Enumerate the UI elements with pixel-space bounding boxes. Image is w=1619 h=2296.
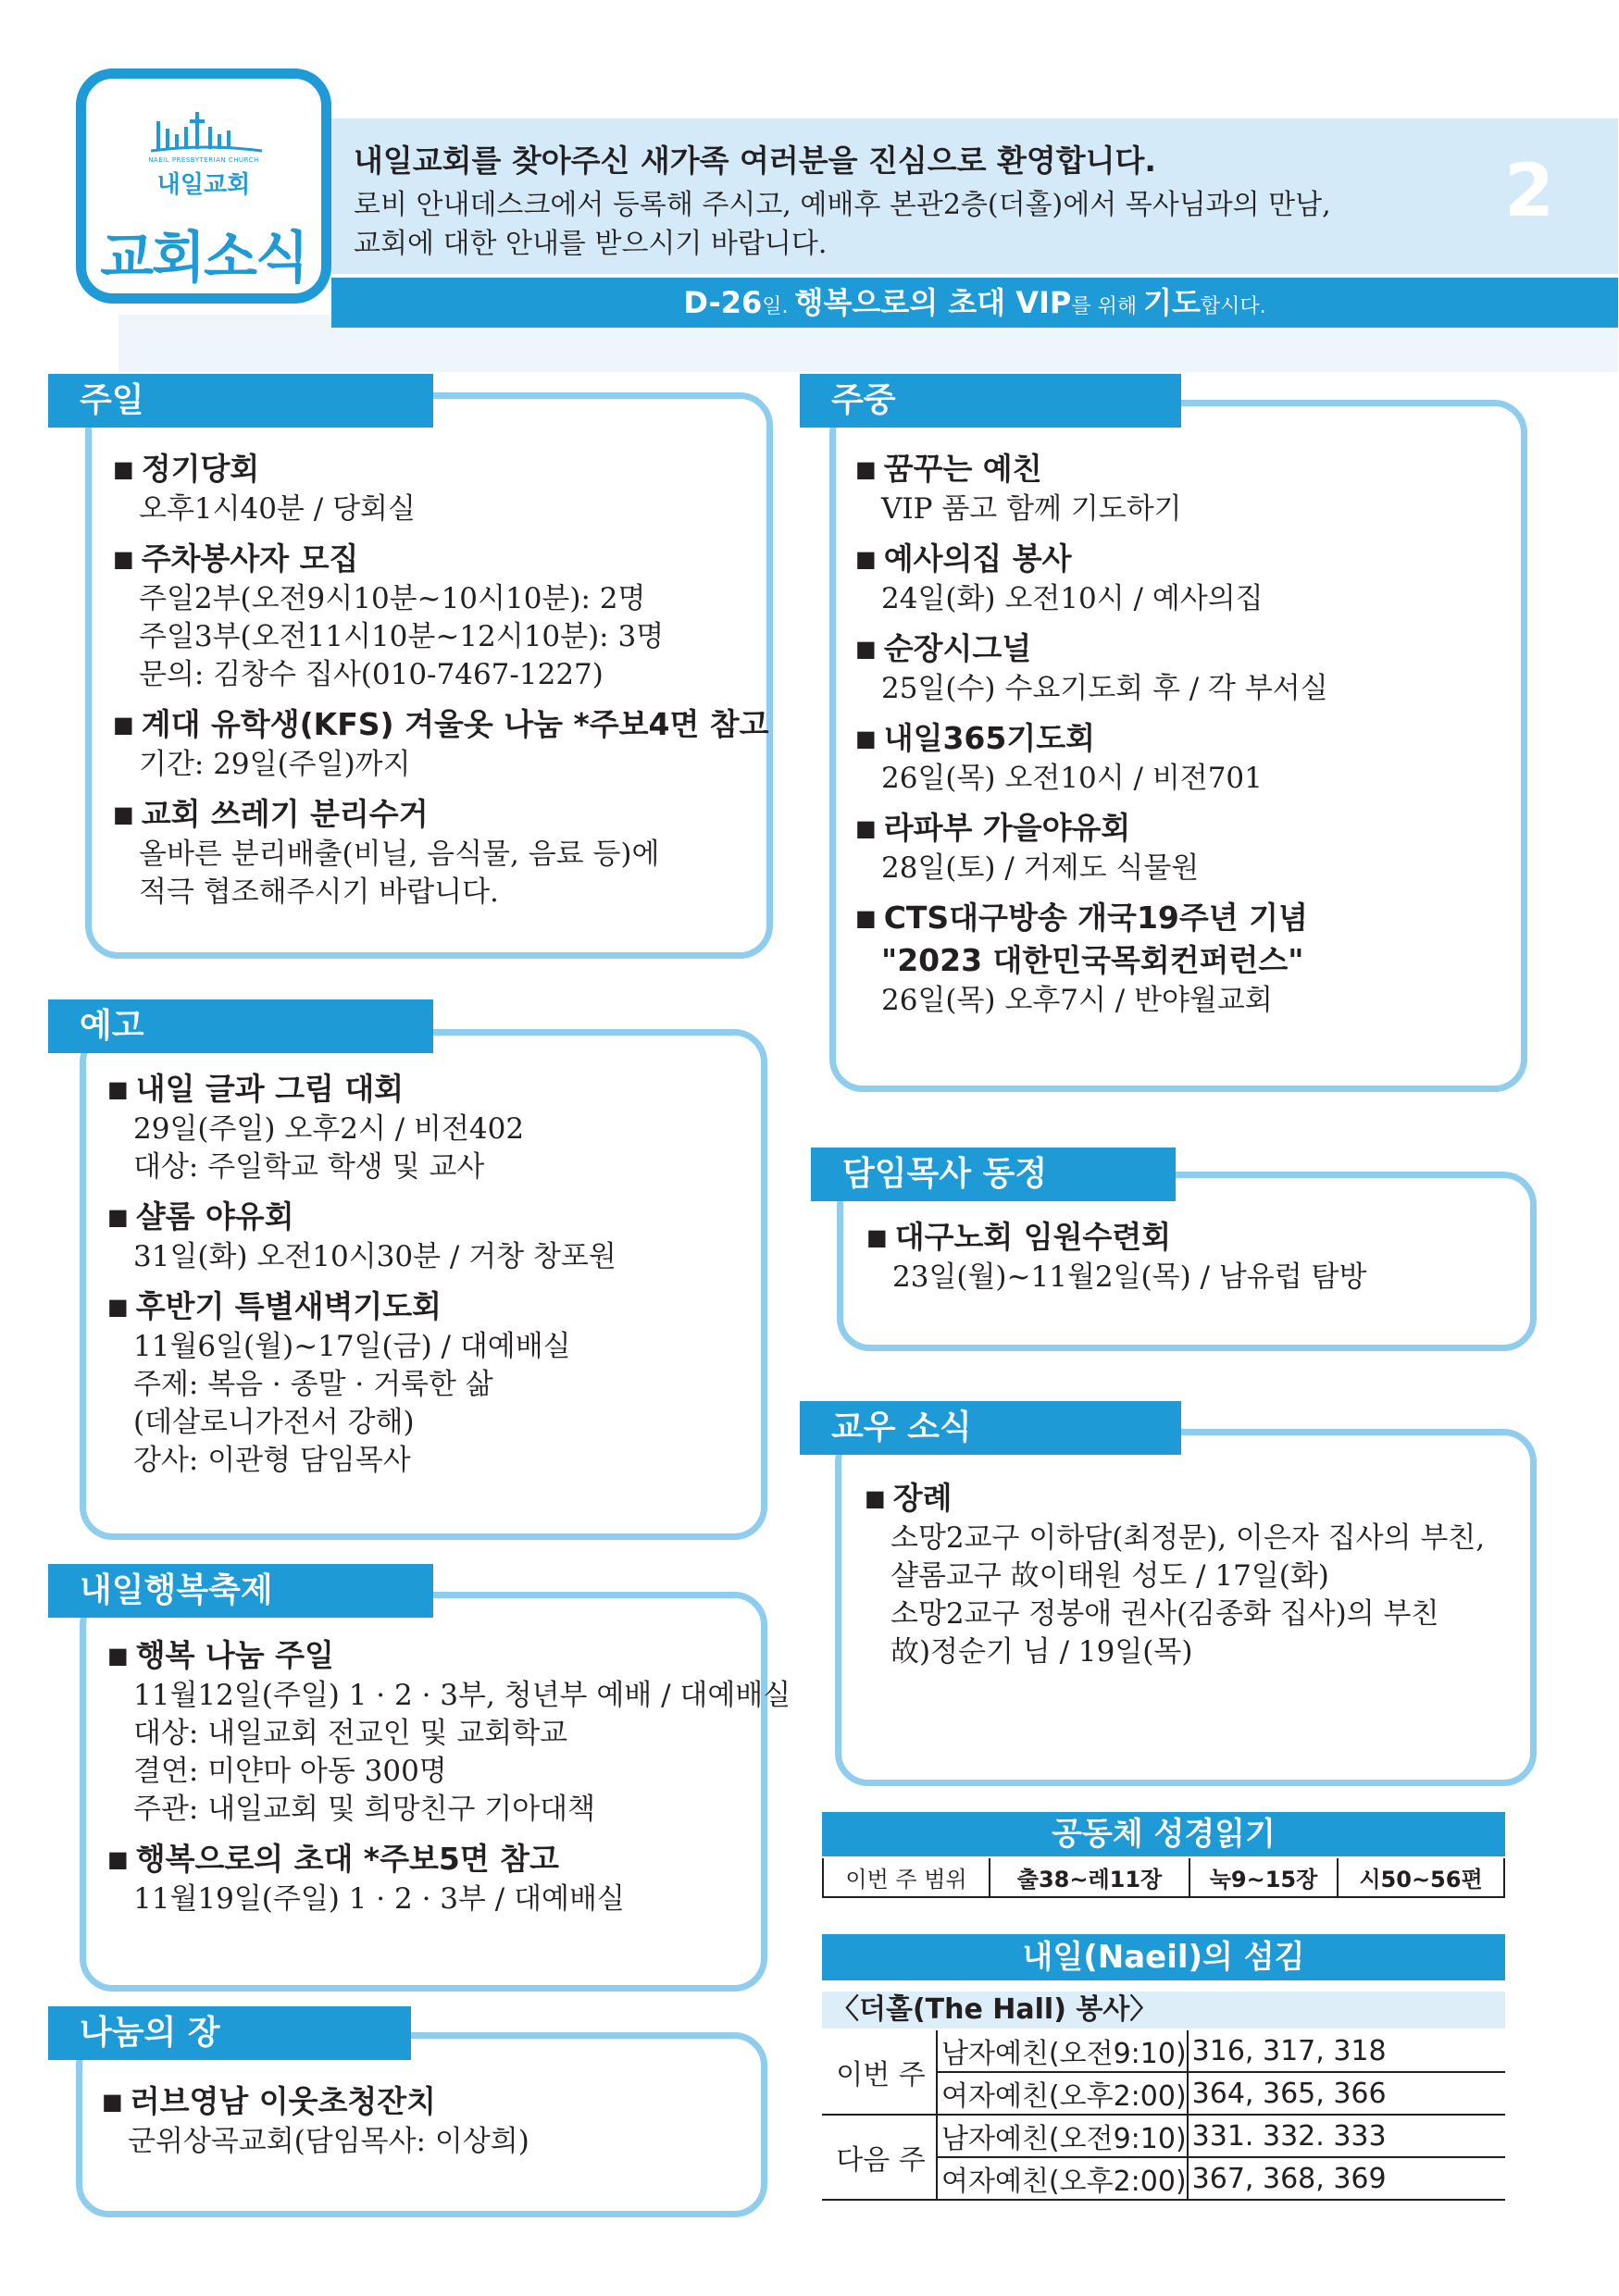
item-detail: 11월12일(주일) 1 · 2 · 3부, 청년부 예배 / 대예배실 <box>133 1679 791 1712</box>
bible-range-2: 눅9~15장 <box>1189 1858 1338 1897</box>
item-title: ■ 정기당회 <box>113 448 769 490</box>
bible-range-3: 시50~56편 <box>1338 1858 1504 1897</box>
service-group: 남자예친(오전9:10) <box>937 2115 1188 2157</box>
item-title: ■ 행복으로의 초대 *주보5면 참고 <box>107 1838 791 1880</box>
service-numbers: 364, 365, 366 <box>1188 2072 1505 2115</box>
item-title: ■ CTS대구방송 개국19주년 기념 <box>855 897 1328 939</box>
list-item <box>107 1196 616 1276</box>
service-week: 이번 주 <box>822 2030 937 2115</box>
service-group: 여자예친(오후2:00) <box>937 2072 1188 2115</box>
notice-label: 예고 <box>48 999 433 1053</box>
list-item <box>113 538 769 694</box>
item-title: ■ 예사의집 봉사 <box>855 538 1328 580</box>
item-detail: 오후1시40분 / 당회실 <box>139 492 416 526</box>
dday-banner <box>331 278 1618 328</box>
item-detail: 주제: 복음 · 종말 · 거룩한 삶 <box>133 1368 493 1401</box>
sunday-items <box>113 448 769 921</box>
item-detail: 26일(목) 오전10시 / 비전701 <box>881 762 1263 795</box>
item-title: ■ 후반기 특별새벽기도회 <box>107 1285 616 1328</box>
item-title: ■ 교회 쓰레기 분리수거 <box>113 793 769 836</box>
notice-items <box>107 1068 616 1489</box>
item-detail: 24일(화) 오전10시 / 예사의집 <box>881 582 1264 615</box>
list-item <box>855 538 1328 618</box>
item-detail: 주관: 내일교회 및 희망친구 기아대책 <box>133 1793 596 1826</box>
item-title: ■ 러브영남 이웃초청잔치 <box>102 2080 529 2123</box>
midweek-items <box>855 448 1328 1029</box>
item-title: ■ 계대 유학생(KFS) 겨울옷 나눔 *주보4면 참고 <box>113 703 769 746</box>
dday-event: 행복으로의 초대 VIP <box>794 285 1072 320</box>
item-detail: 소망2교구 이하담(최정문), 이은자 집사의 부친, <box>890 1521 1486 1555</box>
list-item <box>107 1634 791 1829</box>
bible-reading-table <box>822 1858 1505 1898</box>
festival-items <box>107 1634 791 1928</box>
bible-range-1: 출38~레11장 <box>990 1858 1189 1897</box>
service-subtitle: 〈더홀(The Hall) 봉사〉 <box>822 1992 1505 2029</box>
church-logo <box>76 68 331 304</box>
item-title: ■ 대구노회 임원수련회 <box>866 1216 1366 1259</box>
item-detail: 23일(월)~11월2일(목) / 남유럽 탐방 <box>892 1260 1367 1294</box>
service-numbers: 331. 332. 333 <box>1188 2115 1505 2157</box>
welcome-title: 내일교회를 찾아주신 새가족 여러분을 진심으로 환영합니다. <box>354 143 1156 179</box>
list-item <box>855 627 1328 708</box>
item-title: ■ 장례 <box>865 1477 1485 1520</box>
page-title: 교회소식 <box>100 226 307 291</box>
item-detail: 강사: 이관형 담임목사 <box>133 1444 411 1477</box>
table-row <box>822 2115 1505 2157</box>
pastor-items <box>866 1216 1366 1306</box>
item-title: ■ 꿈꾸는 예친 <box>855 448 1328 490</box>
bible-reading-title: 공동체 성경읽기 <box>822 1812 1505 1856</box>
dday-count: D-26 <box>683 285 763 320</box>
dday-pray: 기도 <box>1143 285 1201 320</box>
service-group: 남자예친(오전9:10) <box>937 2030 1188 2072</box>
item-detail: 故)정순기 님 / 19일(목) <box>890 1635 1193 1669</box>
list-item <box>865 1477 1485 1671</box>
item-detail: 11월19일(주일) 1 · 2 · 3부 / 대예배실 <box>133 1882 625 1916</box>
service-week: 다음 주 <box>822 2115 937 2200</box>
item-detail: 소망2교구 정봉애 권사(김종화 집사)의 부친 <box>890 1597 1439 1631</box>
sunday-label: 주일 <box>48 374 433 428</box>
table-row <box>822 2030 1505 2072</box>
dday-end: 합시다. <box>1200 295 1266 318</box>
list-item <box>855 448 1328 528</box>
service-table <box>822 2030 1505 2201</box>
list-item <box>113 448 769 528</box>
midweek-label: 주중 <box>800 374 1181 428</box>
item-detail: VIP 품고 함께 기도하기 <box>881 492 1182 526</box>
list-item <box>107 1838 791 1918</box>
dday-mid: 를 위해 <box>1071 295 1138 318</box>
list-item <box>855 717 1328 798</box>
logo-subtitle: NAEIL PRESBYTERIAN CHURCH <box>148 156 259 164</box>
item-detail: 25일(수) 수요기도회 후 / 각 부서실 <box>881 672 1328 705</box>
welcome-line-1: 로비 안내데스크에서 등록해 주시고, 예배후 본관2층(더홀)에서 목사님과의 만남, <box>354 189 1331 221</box>
list-item <box>107 1285 616 1480</box>
page-number: 2 <box>1504 150 1555 233</box>
item-detail: 문의: 김창수 집사(010-7467-1227) <box>139 658 604 691</box>
item-title: ■ 행복 나눔 주일 <box>107 1634 791 1677</box>
sharing-items <box>102 2080 529 2170</box>
item-title: ■ 내일 글과 그림 대회 <box>107 1068 616 1111</box>
item-detail: 주일3부(오전11시10분~12시10분): 3명 <box>139 620 665 653</box>
service-numbers: 316, 317, 318 <box>1188 2030 1505 2072</box>
list-item <box>113 703 769 784</box>
item-detail: 적극 협조해주시기 바랍니다. <box>139 875 499 909</box>
service-group: 여자예친(오후2:00) <box>937 2157 1188 2200</box>
list-item <box>113 793 769 912</box>
members-items <box>865 1477 1485 1681</box>
logo-name: 내일교회 <box>156 171 251 199</box>
item-title: ■ 샬롬 야유회 <box>107 1196 616 1238</box>
bible-range-label: 이번 주 범위 <box>823 1858 990 1897</box>
list-item <box>855 807 1328 887</box>
item-detail: 올바른 분리배출(비닐, 음식물, 음료 등)에 <box>139 838 660 871</box>
item-detail: 결연: 미얀마 아동 300명 <box>133 1755 447 1788</box>
item-title: ■ 순장시그널 <box>855 627 1328 670</box>
sharing-label: 나눔의 장 <box>48 2006 411 2060</box>
service-title: 내일(Naeil)의 섬김 <box>822 1934 1505 1980</box>
members-label: 교우 소식 <box>800 1401 1181 1455</box>
item-detail: 기간: 29일(주일)까지 <box>139 748 411 781</box>
list-item <box>102 2080 529 2161</box>
welcome-line-2: 교회에 대한 안내를 받으시기 바랍니다. <box>354 228 828 260</box>
item-detail: 11월6일(월)~17일(금) / 대예배실 <box>133 1330 571 1363</box>
item-detail: 31일(화) 오전10시30분 / 거창 창포원 <box>133 1240 616 1273</box>
list-item <box>855 897 1328 1020</box>
item-detail: 대상: 내일교회 전교인 및 교회학교 <box>133 1717 568 1750</box>
item-detail: 주일2부(오전9시10분~10시10분): 2명 <box>139 582 646 615</box>
item-detail: 29일(주일) 오후2시 / 비전402 <box>133 1112 525 1146</box>
item-detail: 군위상곡교회(담임목사: 이상희) <box>128 2125 529 2158</box>
dday-suffix: 일. <box>762 295 789 318</box>
item-detail: 샬롬교구 故이태원 성도 / 17일(화) <box>890 1559 1329 1593</box>
service-numbers: 367, 368, 369 <box>1188 2157 1505 2200</box>
item-subtitle: "2023 대한민국목회컨퍼런스" <box>881 942 1304 978</box>
list-item <box>866 1216 1366 1297</box>
pastor-label: 담임목사 동정 <box>811 1148 1176 1201</box>
church-logo-icon <box>151 108 262 156</box>
item-detail: (데살로니가전서 강해) <box>133 1406 415 1439</box>
item-title: ■ 주차봉사자 모집 <box>113 538 769 580</box>
item-detail: 26일(목) 오후7시 / 반야월교회 <box>881 984 1273 1017</box>
list-item <box>107 1068 616 1186</box>
item-detail: 28일(토) / 거제도 식물원 <box>881 851 1200 885</box>
festival-label: 내일행복축제 <box>48 1564 433 1618</box>
item-detail: 대상: 주일학교 학생 및 교사 <box>133 1150 485 1184</box>
item-title: ■ 라파부 가을야유회 <box>855 807 1328 850</box>
item-title: ■ 내일365기도회 <box>855 717 1328 760</box>
